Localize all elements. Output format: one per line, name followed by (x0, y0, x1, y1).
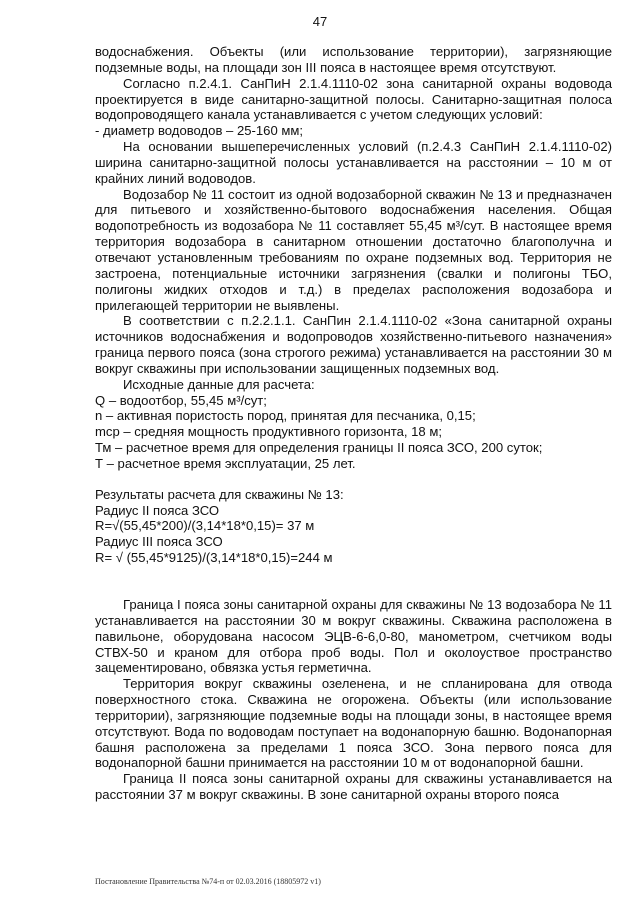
input-data-item: Q – водоотбор, 55,45 м³/сут; (95, 392, 267, 408)
spacer (95, 566, 612, 597)
results-formula: R= √ (55,45*9125)/(3,14*18*0,15)=244 м (95, 550, 333, 566)
paragraph: Согласно п.2.4.1. СанПиН 2.1.4.1110-02 зона санитарной охраны водовода проектируется в виде санитарно-защитной полосы. Санитарно-защитная полоса водопроводящего канала устанавливается с учетом следующих условий: (95, 75, 612, 123)
paragraph: На основании вышеперечисленных условий (п.2.4.3 СанПиН 2.1.4.1110-02) ширина санитарно-защитной полосы устанавливается на расстоянии – 10 м от крайних линий водоводов. (95, 139, 612, 186)
paragraph: Территория вокруг скважины озеленена, и не спланирована для отвода поверхностного стока. Скважина не огорожена. Объекты (или использование территории), загрязняющие подземные воды на площади зоны, в настоящее время отсутствуют. Вода по водоводам поступает на водонапорную башню. Водонапорная башня расположена за пределами 1 пояса ЗСО. Зона первого пояса для водонапорной башни принимается на расстоянии 10 м от водонапорной башни. (95, 676, 612, 771)
input-data-item: Т – расчетное время эксплуатации, 25 лет. (95, 455, 356, 471)
document-body (95, 44, 612, 803)
spacer (95, 472, 612, 487)
results-line: Радиус III пояса ЗСО (95, 534, 223, 550)
page-number: 47 (312, 14, 328, 29)
paragraph: водоснабжения. Объекты (или использование территории), загрязняющие подземные воды, на площади зон III пояса в настоящее время отсутствуют. (95, 44, 612, 75)
input-data-heading: Исходные данные для расчета: (123, 376, 315, 392)
footer-note: Постановление Правительства №74-п от 02.03.2016 (18805972 v1) (95, 877, 321, 886)
results-formula: R=√(55,45*200)/(3,14*18*0,15)= 37 м (95, 518, 315, 534)
paragraph: Водозабор № 11 состоит из одной водозаборной скважин № 13 и предназначен для питьевого и хозяйственно-бытового водоснабжения населения. Общая водопотребность из водозабора № 11 составляет 55,45 м³/сут. В настоящее время территория водозабора в санитарном отношении достаточно благополучна и отвечают установленным требованиям по охране подземных вод. Территория не застроена, потенциальные источники загрязнения (свалки и полигоны ТБО, полигоны жидких отходов и т.д.) в пределах расположения водозабора и прилегающей территории не выявлены. (95, 186, 612, 313)
paragraph: Граница II пояса зоны санитарной охраны для скважины устанавливается на расстоянии 37 м вокруг скважины. В зоне санитарной охраны второго пояса (95, 771, 612, 803)
results-line: Радиус II пояса ЗСО (95, 502, 220, 518)
input-data-item: mср – средняя мощность продуктивного горизонта, 18 м; (95, 424, 442, 440)
input-data-item: Тм – расчетное время для определения границы II пояса ЗСО, 200 суток; (95, 440, 543, 456)
paragraph: Граница I пояса зоны санитарной охраны для скважины № 13 водозабора № 11 устанавливается на расстоянии 30 м вокруг скважины. Скважина расположена в павильоне, оборудована насосом ЭЦВ-6-6,0-80, манометром, счетчиком воды СТВХ-50 и краном для отбора проб воды. Пол и околоуствое пространство зацементировано, обвязка устья герметична. (95, 597, 612, 676)
results-heading: Результаты расчета для скважины № 13: (95, 486, 344, 502)
input-data-item: n – активная пористость пород, принятая для песчаника, 0,15; (95, 408, 476, 424)
paragraph: В соответствии с п.2.2.1.1. СанПин 2.1.4.1110-02 «Зона санитарной охраны источников водоснабжения и водопроводов хозяйственно-питьевого назначения» граница первого пояса (зона строгого режима) устанавливается на расстоянии 30 м вокруг скважины при использовании защищенных подземных вод. (95, 313, 612, 376)
list-item: - диаметр водоводов – 25-160 мм; (95, 123, 304, 139)
